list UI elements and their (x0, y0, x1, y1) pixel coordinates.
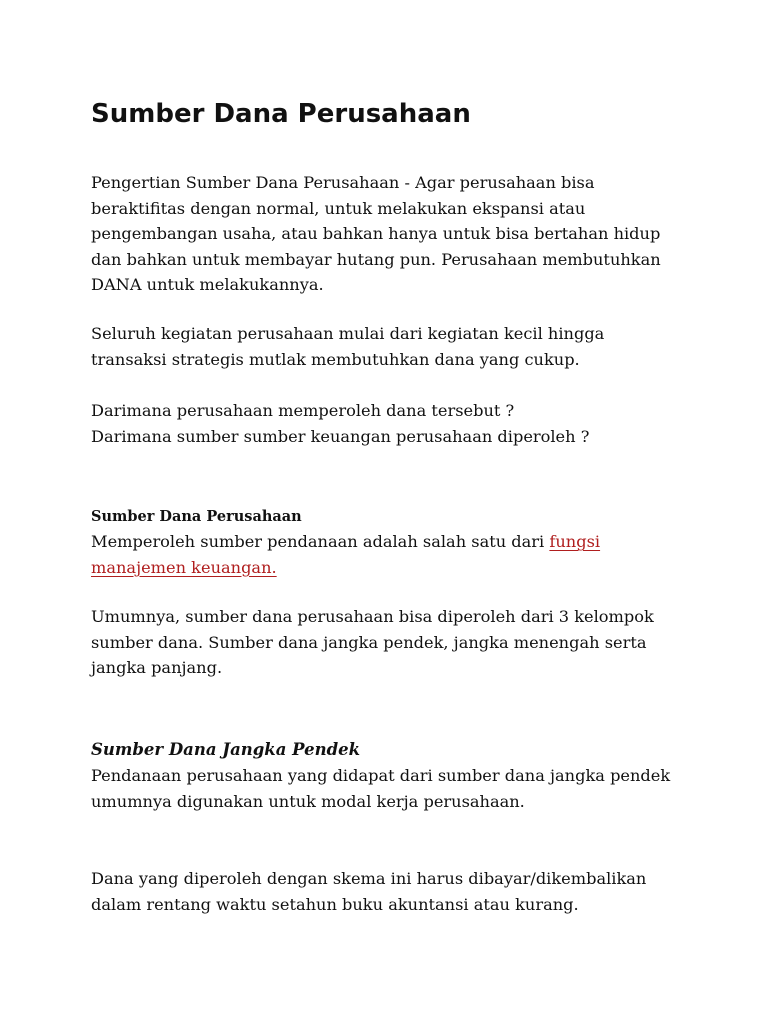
intro-line: pengembangan usaha, atau bahkan hanya untuk bisa bertahan hidup (91, 224, 661, 243)
repayment-line: dalam rentang waktu setahun buku akuntansi atau kurang. (91, 894, 579, 914)
repayment-line: Dana yang diperoleh dengan skema ini harus dibayar/dikembalikan (91, 869, 647, 888)
short-term-heading: Sumber Dana Jangka Pendek (91, 740, 361, 759)
short-term-paragraph (91, 763, 670, 814)
manajemen-keuangan-link[interactable]: manajemen keuangan. (91, 557, 277, 577)
repayment-paragraph (91, 866, 646, 917)
groups-line: jangka panjang. (91, 658, 223, 677)
questions-paragraph (91, 398, 589, 449)
intro-paragraph (91, 170, 661, 298)
section-paragraph (91, 529, 600, 580)
fungsi-link[interactable]: fungsi (549, 532, 601, 551)
groups-line: Umumnya, sumber dana perusahaan bisa diperoleh dari 3 kelompok (91, 607, 654, 626)
activities-line: Seluruh kegiatan perusahaan mulai dari kegiatan kecil hingga (91, 324, 605, 343)
intro-line: Pengertian Sumber Dana Perusahaan - Agar perusahaan bisa (91, 173, 595, 192)
short-term-line: umumnya digunakan untuk modal kerja perusahaan. (91, 791, 525, 811)
question-line: Darimana sumber sumber keuangan perusahaan diperoleh ? (91, 426, 590, 446)
section-heading: Sumber Dana Perusahaan (91, 508, 302, 525)
section-line (91, 555, 600, 581)
short-term-line: Pendanaan perusahaan yang didapat dari sumber dana jangka pendek (91, 766, 671, 785)
groups-line: sumber dana. Sumber dana jangka pendek, jangka menengah serta (91, 632, 647, 652)
page-title: Sumber Dana Perusahaan (91, 99, 471, 129)
section-line (91, 529, 600, 555)
activities-paragraph (91, 321, 604, 372)
groups-paragraph (91, 604, 654, 681)
intro-line: dan bahkan untuk membayar hutang pun. Perusahaan membutuhkan (91, 249, 661, 269)
activities-line: transaksi strategis mutlak membutuhkan dana yang cukup. (91, 349, 580, 369)
section-text: Memperoleh sumber pendanaan adalah salah satu dari (91, 532, 550, 551)
intro-line: DANA untuk melakukannya. (91, 275, 324, 294)
question-line: Darimana perusahaan memperoleh dana tersebut ? (91, 401, 515, 420)
intro-line: beraktifitas dengan normal, untuk melakukan ekspansi atau (91, 198, 586, 218)
